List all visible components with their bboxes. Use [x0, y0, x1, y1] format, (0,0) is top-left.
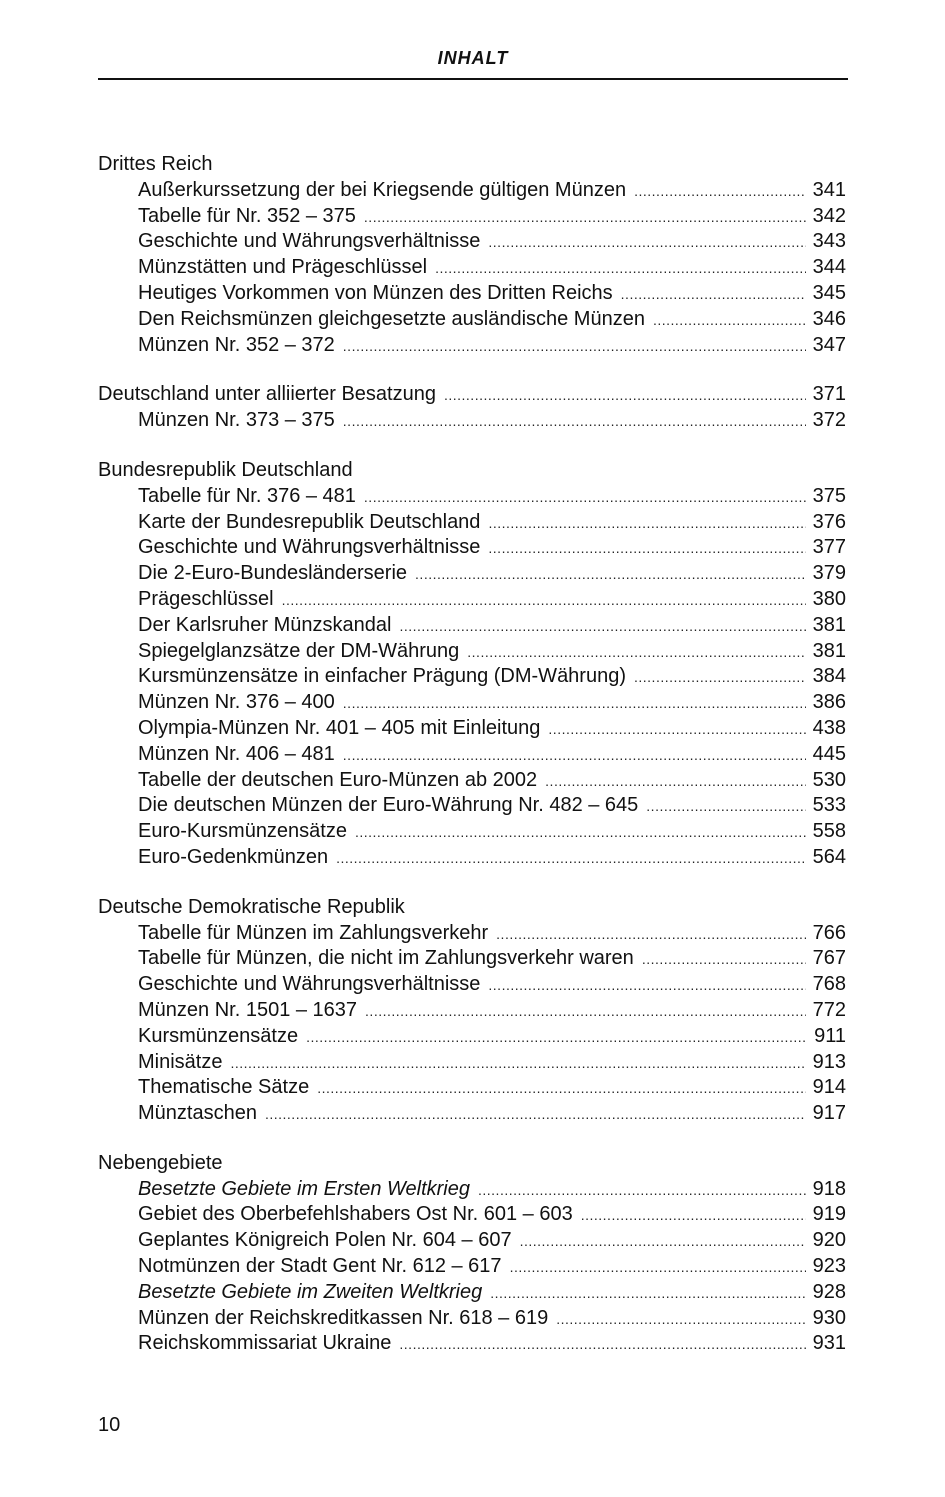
toc-entry — [98, 535, 846, 561]
entry-page-number: 438 — [812, 716, 846, 739]
entry-title: Münzen Nr. 376 – 400 — [138, 691, 335, 714]
entry-page-number: 766 — [812, 921, 846, 944]
table-of-contents — [98, 152, 846, 1381]
toc-entry — [98, 587, 846, 613]
toc-entry — [98, 1254, 846, 1280]
toc-entry — [98, 664, 846, 690]
entry-page-number: 930 — [812, 1306, 846, 1329]
toc-entry — [98, 333, 846, 359]
toc-entry — [98, 1101, 846, 1127]
toc-entry — [98, 946, 846, 972]
dot-leader — [444, 383, 806, 409]
entry-page-number: 347 — [812, 333, 846, 356]
toc-entry — [98, 408, 846, 434]
toc-entry — [98, 1024, 846, 1050]
dot-leader — [545, 769, 806, 795]
toc-section-heading — [98, 152, 846, 178]
entry-page-number: 913 — [812, 1050, 846, 1073]
dot-leader — [336, 846, 806, 872]
toc-section-heading — [98, 458, 846, 484]
entry-title: Die deutschen Münzen der Euro-Währung Nr. 482 – 645 — [138, 794, 639, 817]
entry-title: Tabelle für Münzen im Zahlungsverkehr — [138, 921, 489, 944]
entry-title: Kursmünzensätze — [138, 1024, 299, 1047]
entry-title: Geschichte und Währungsverhältnisse — [138, 230, 481, 253]
entry-title: Den Reichsmünzen gleichgesetzte ausländische Münzen — [138, 307, 645, 330]
dot-leader — [548, 717, 806, 743]
dot-leader — [343, 691, 806, 717]
toc-section — [98, 895, 846, 1127]
entry-title: Tabelle für Münzen, die nicht im Zahlungsverkehr waren — [138, 947, 634, 970]
dot-leader — [230, 1051, 806, 1077]
entry-title: Münzstätten und Prägeschlüssel — [138, 256, 428, 279]
entry-page-number: 911 — [814, 1024, 846, 1047]
section-title: Bundesrepublik Deutschland — [98, 458, 353, 481]
entry-title: Münzen Nr. 406 – 481 — [138, 742, 335, 765]
section-title: Deutschland unter alliierter Besatzung — [98, 383, 436, 406]
entry-title: Spiegelglanzsätze der DM-Währung — [138, 639, 460, 662]
dot-leader — [488, 230, 806, 256]
entry-page-number: 918 — [812, 1177, 846, 1200]
entry-title: Geschichte und Währungsverhältnisse — [138, 536, 481, 559]
entry-page-number: 384 — [812, 665, 846, 688]
entry-title: Thematische Sätze — [138, 1076, 310, 1099]
dot-leader — [364, 205, 806, 231]
toc-entry — [98, 1177, 846, 1203]
dot-leader — [399, 614, 806, 640]
dot-leader — [317, 1076, 806, 1102]
entry-page-number: 345 — [812, 281, 846, 304]
entry-title: Euro-Kursmünzensätze — [138, 820, 347, 843]
toc-entry — [98, 768, 846, 794]
entry-page-number: 381 — [812, 613, 846, 636]
entry-page-number: 372 — [812, 409, 846, 432]
header-title: INHALT — [437, 48, 509, 68]
entry-page-number: 919 — [812, 1203, 846, 1226]
toc-entry — [98, 510, 846, 536]
toc-entry — [98, 1075, 846, 1101]
entry-page-number: 376 — [812, 510, 846, 533]
toc-entry — [98, 998, 846, 1024]
entry-page-number: 928 — [812, 1280, 846, 1303]
entry-title: Geschichte und Währungsverhältnisse — [138, 973, 481, 996]
entry-title: Gebiet des Oberbefehlshabers Ost Nr. 601 – 603 — [138, 1203, 573, 1226]
entry-page-number: 375 — [812, 484, 846, 507]
entry-title: Minisätze — [138, 1050, 223, 1073]
entry-page-number: 380 — [812, 587, 846, 610]
entry-title: Heutiges Vorkommen von Münzen des Dritten Reichs — [138, 281, 613, 304]
toc-entry — [98, 1050, 846, 1076]
dot-leader — [343, 334, 806, 360]
entry-page-number: 917 — [812, 1102, 846, 1125]
toc-entry — [98, 716, 846, 742]
dot-leader — [265, 1102, 806, 1128]
entry-title: Tabelle der deutschen Euro-Münzen ab 2002 — [138, 768, 538, 791]
toc-entry — [98, 690, 846, 716]
toc-entry — [98, 921, 846, 947]
entry-title: Außerkurssetzung der bei Kriegsende gültigen Münzen — [138, 178, 627, 201]
toc-section — [98, 382, 846, 434]
toc-entry — [98, 178, 846, 204]
dot-leader — [488, 973, 806, 999]
entry-page-number: 768 — [812, 973, 846, 996]
entry-page-number: 530 — [812, 768, 846, 791]
entry-title: Euro-Gedenkmünzen — [138, 845, 329, 868]
entry-title: Tabelle für Nr. 352 – 375 — [138, 204, 356, 227]
dot-leader — [488, 536, 806, 562]
section-title: Deutsche Demokratische Republik — [98, 895, 405, 918]
entry-page-number: 931 — [812, 1332, 846, 1355]
entry-title: Der Karlsruher Münzskandal — [138, 613, 392, 636]
entry-title: Olympia-Münzen Nr. 401 – 405 mit Einleitung — [138, 716, 541, 739]
dot-leader — [496, 922, 806, 948]
dot-leader — [634, 665, 806, 691]
toc-entry — [98, 1306, 846, 1332]
entry-page-number: 558 — [812, 820, 846, 843]
entry-title: Reichskommissariat Ukraine — [138, 1332, 392, 1355]
section-title: Drittes Reich — [98, 153, 213, 175]
entry-page-number: 923 — [812, 1255, 846, 1278]
entry-page-number: 564 — [812, 845, 846, 868]
dot-leader — [282, 588, 806, 614]
toc-entry — [98, 484, 846, 510]
entry-page-number: 343 — [812, 230, 846, 253]
dot-leader — [399, 1332, 806, 1358]
toc-section — [98, 152, 846, 358]
toc-section-heading — [98, 382, 846, 408]
dot-leader — [634, 179, 806, 205]
toc-entry — [98, 639, 846, 665]
dot-leader — [488, 511, 806, 537]
entry-title: Münzen Nr. 352 – 372 — [138, 333, 335, 356]
toc-entry — [98, 1228, 846, 1254]
toc-entry — [98, 1331, 846, 1357]
dot-leader — [435, 256, 806, 282]
dot-leader — [365, 999, 806, 1025]
dot-leader — [653, 308, 806, 334]
entry-title: Geplantes Königreich Polen Nr. 604 – 607 — [138, 1229, 512, 1252]
dot-leader — [646, 794, 806, 820]
dot-leader — [467, 640, 806, 666]
dot-leader — [355, 820, 806, 846]
entry-page-number: 386 — [812, 691, 846, 714]
toc-entry — [98, 281, 846, 307]
dot-leader — [478, 1178, 806, 1204]
dot-leader — [556, 1307, 806, 1333]
dot-leader — [306, 1025, 806, 1051]
section-title: Nebengebiete — [98, 1151, 223, 1174]
entry-title: Tabelle für Nr. 376 – 481 — [138, 484, 356, 507]
entry-page-number: 772 — [812, 998, 846, 1021]
toc-entry — [98, 1280, 846, 1306]
toc-section-heading — [98, 895, 846, 921]
toc-entry — [98, 819, 846, 845]
dot-leader — [364, 485, 806, 511]
entry-title: Besetzte Gebiete im Zweiten Weltkrieg — [138, 1280, 483, 1303]
dot-leader — [343, 409, 806, 435]
dot-leader — [490, 1281, 806, 1307]
entry-page-number: 445 — [812, 742, 846, 765]
entry-title: Münzen der Reichskreditkassen Nr. 618 – 619 — [138, 1306, 549, 1329]
dot-leader — [343, 743, 806, 769]
entry-page-number: 377 — [812, 536, 846, 559]
entry-title: Münzen Nr. 373 – 375 — [138, 409, 335, 432]
dot-leader — [642, 947, 806, 973]
entry-title: Karte der Bundesrepublik Deutschland — [138, 510, 481, 533]
toc-entry — [98, 307, 846, 333]
toc-section-heading — [98, 1151, 846, 1177]
toc-entry — [98, 972, 846, 998]
entry-page-number: 920 — [812, 1229, 846, 1252]
section-page-number: 371 — [812, 383, 846, 406]
entry-title: Kursmünzensätze in einfacher Prägung (DM-Währung) — [138, 665, 626, 688]
entry-title: Prägeschlüssel — [138, 587, 274, 610]
toc-entry — [98, 845, 846, 871]
dot-leader — [581, 1203, 806, 1229]
entry-page-number: 344 — [812, 256, 846, 279]
dot-leader — [510, 1255, 806, 1281]
entry-page-number: 767 — [812, 947, 846, 970]
entry-page-number: 379 — [812, 562, 846, 585]
toc-entry — [98, 613, 846, 639]
toc-entry — [98, 793, 846, 819]
entry-page-number: 346 — [812, 307, 846, 330]
toc-entry — [98, 204, 846, 230]
toc-section — [98, 458, 846, 871]
entry-title: Die 2-Euro-Bundesländerserie — [138, 562, 408, 585]
entry-title: Münztaschen — [138, 1102, 257, 1125]
entry-page-number: 342 — [812, 204, 846, 227]
dot-leader — [415, 562, 806, 588]
toc-section — [98, 1151, 846, 1357]
entry-page-number: 914 — [812, 1076, 846, 1099]
toc-entry — [98, 742, 846, 768]
entry-page-number: 533 — [812, 794, 846, 817]
page-number: 10 — [98, 1414, 121, 1436]
toc-entry — [98, 255, 846, 281]
entry-title: Notmünzen der Stadt Gent Nr. 612 – 617 — [138, 1255, 502, 1278]
entry-title: Münzen Nr. 1501 – 1637 — [138, 998, 358, 1021]
toc-entry — [98, 229, 846, 255]
toc-entry — [98, 561, 846, 587]
running-header — [98, 44, 848, 80]
entry-title: Besetzte Gebiete im Ersten Weltkrieg — [138, 1177, 470, 1200]
entry-page-number: 381 — [812, 639, 846, 662]
toc-entry — [98, 1202, 846, 1228]
dot-leader — [520, 1229, 806, 1255]
entry-page-number: 341 — [812, 178, 846, 201]
dot-leader — [621, 282, 806, 308]
